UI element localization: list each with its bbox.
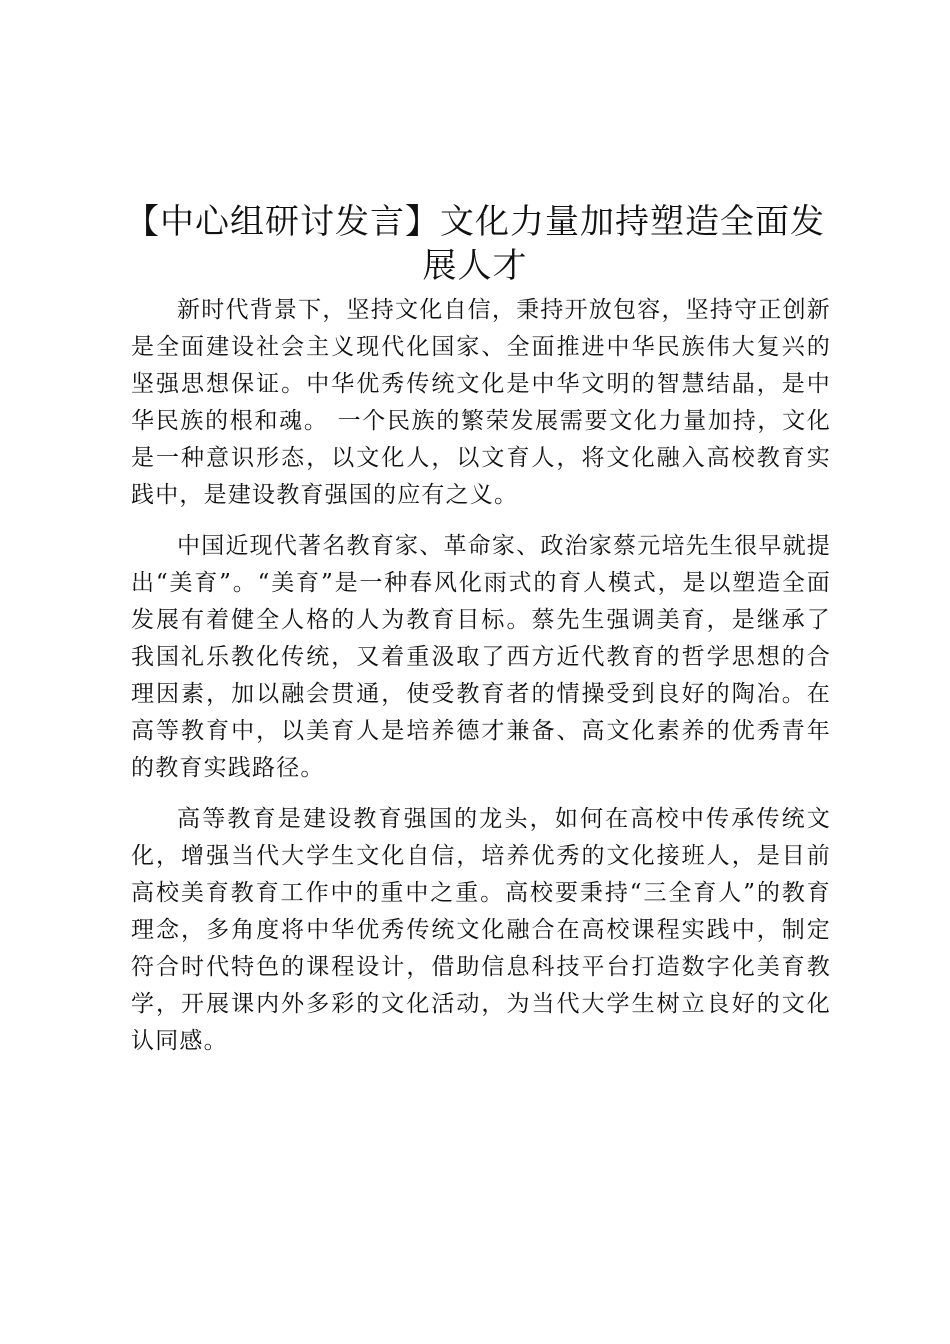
paragraph-1: 新时代背景下，坚持文化自信，秉持开放包容，坚持守正创新是全面建设社会主义现代化国家、全面推进中华民族伟大复兴的坚强思想保证。中华优秀传统文化是中华文明的智慧结晶，是中华民族的根和魂。 一个民族的繁荣发展需要文化力量加持，文化是一种意识形态，以文化人，以文育人，将文化融入高校教育实践中，是建设教育强国的应有之义。 xyxy=(131,297,831,508)
paragraph-3: 高等教育是建设教育强国的龙头，如何在高校中传承传统文化，增强当代大学生文化自信，培养优秀的文化接班人，是目前高校美育教育工作中的重中之重。高校要秉持“三全育人”的教育理念，多角度将中华优秀传统文化融合在高校课程实践中，制定符合时代特色的课程设计，借助信息科技平台打造数字化美育教学，开展课内外多彩的文化活动，为当代大学生树立良好的文化认同感。 xyxy=(131,806,831,1054)
document-body xyxy=(131,292,831,1074)
paragraph-2: 中国近现代著名教育家、革命家、政治家蔡元培先生很早就提出“美育”。“美育”是一种春风化雨式的育人模式，是以塑造全面发展有着健全人格的人为教育目标。蔡先生强调美育，是继承了我国礼乐教化传统，又着重汲取了西方近代教育的哲学思想的合理因素，加以融会贯通，使受教育者的情操受到良好的陶冶。在高等教育中，以美育人是培养德才兼备、高文化素养的优秀青年的教育实践路径。 xyxy=(131,533,831,781)
document-title: 【中心组研讨发言】文化力量加持塑造全面发展人才 xyxy=(125,202,825,286)
